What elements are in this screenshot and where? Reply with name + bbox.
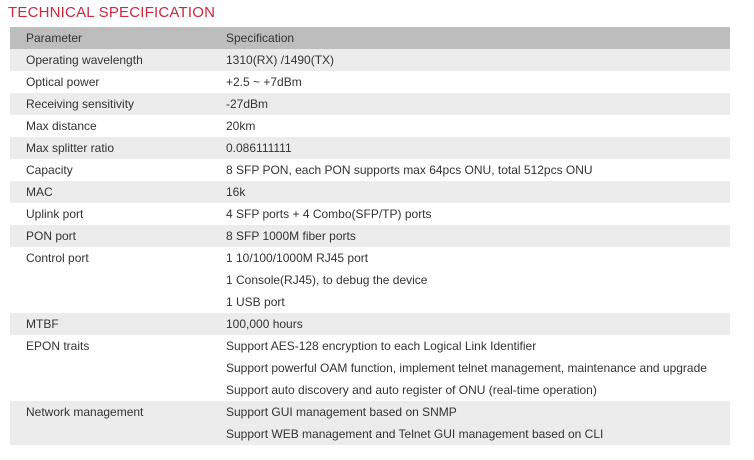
specification-value: +2.5 ~ +7dBm	[226, 75, 302, 89]
specification-value: Support powerful OAM function, implement telnet management, maintenance and upgrade	[226, 361, 707, 375]
specification-cell	[226, 401, 730, 445]
parameter-cell	[10, 225, 226, 247]
specification-value: 4 SFP ports + 4 Combo(SFP/TP) ports	[226, 207, 432, 221]
parameter-label: Operating wavelength	[26, 53, 143, 67]
parameter-cell	[10, 181, 226, 203]
table-row	[10, 225, 730, 247]
specification-cell	[226, 71, 730, 93]
table-row	[10, 181, 730, 203]
parameter-label: Capacity	[26, 163, 73, 177]
specification-cell	[226, 313, 730, 335]
parameter-cell	[10, 115, 226, 137]
parameter-label: Receiving sensitivity	[26, 97, 135, 111]
parameter-cell	[10, 93, 226, 115]
specification-cell	[226, 49, 730, 71]
specification-cell	[226, 159, 730, 181]
parameter-label: Network management	[26, 405, 144, 419]
specification-value: 1 USB port	[226, 295, 285, 309]
specification-cell	[226, 115, 730, 137]
parameter-label: Max splitter ratio	[26, 141, 115, 155]
parameter-label: Optical power	[26, 75, 100, 89]
table-row	[10, 203, 730, 225]
specification-value: Support auto discovery and auto register of ONU (real-time operation)	[226, 383, 597, 397]
table-row	[10, 247, 730, 313]
table-row	[10, 401, 730, 445]
parameter-label: MTBF	[26, 317, 59, 331]
specification-value: 1 Console(RJ45), to debug the device	[226, 273, 428, 287]
specification-value: 0.086111111	[226, 141, 292, 155]
specification-value: -27dBm	[226, 97, 269, 111]
specification-value: Support WEB management and Telnet GUI management based on CLI	[226, 427, 604, 441]
parameter-cell	[10, 159, 226, 181]
specification-cell	[226, 335, 730, 401]
parameter-label: MAC	[26, 185, 53, 199]
parameter-cell	[10, 71, 226, 93]
specification-value: 20km	[226, 119, 256, 133]
table-row	[10, 159, 730, 181]
spec-table-body	[10, 49, 730, 445]
header-parameter: Parameter	[10, 27, 226, 49]
specification-cell	[226, 137, 730, 159]
parameter-label: PON port	[26, 229, 77, 243]
table-header-row	[10, 27, 730, 49]
specification-cell	[226, 247, 730, 313]
parameter-cell	[10, 49, 226, 71]
specification-value: Support GUI management based on SNMP	[226, 405, 457, 419]
table-row	[10, 335, 730, 401]
specification-value: 1 10/100/1000M RJ45 port	[226, 251, 369, 265]
specification-value: Support AES-128 encryption to each Logical Link Identifier	[226, 339, 537, 353]
table-row	[10, 49, 730, 71]
parameter-label: Control port	[26, 251, 89, 265]
parameter-label: Max distance	[26, 119, 97, 133]
table-row	[10, 115, 730, 137]
parameter-cell	[10, 203, 226, 225]
spec-table	[10, 27, 730, 445]
parameter-cell	[10, 401, 226, 445]
specification-value: 8 SFP 1000M fiber ports	[226, 229, 356, 243]
table-row	[10, 137, 730, 159]
specification-cell	[226, 93, 730, 115]
specification-cell	[226, 225, 730, 247]
specification-cell	[226, 203, 730, 225]
header-specification: Specification	[226, 27, 730, 49]
specification-value: 16k	[226, 185, 246, 199]
parameter-cell	[10, 335, 226, 401]
table-row	[10, 71, 730, 93]
table-row	[10, 93, 730, 115]
parameter-label: Uplink port	[26, 207, 84, 221]
page-title: TECHNICAL SPECIFICATION	[8, 4, 216, 21]
specification-cell	[226, 181, 730, 203]
table-row	[10, 313, 730, 335]
parameter-cell	[10, 137, 226, 159]
parameter-cell	[10, 313, 226, 335]
parameter-label: EPON traits	[26, 339, 90, 353]
specification-value: 8 SFP PON, each PON supports max 64pcs ONU, total 512pcs ONU	[226, 163, 593, 177]
specification-value: 100,000 hours	[226, 317, 303, 331]
specification-value: 1310(RX) /1490(TX)	[226, 53, 335, 67]
parameter-cell	[10, 247, 226, 313]
